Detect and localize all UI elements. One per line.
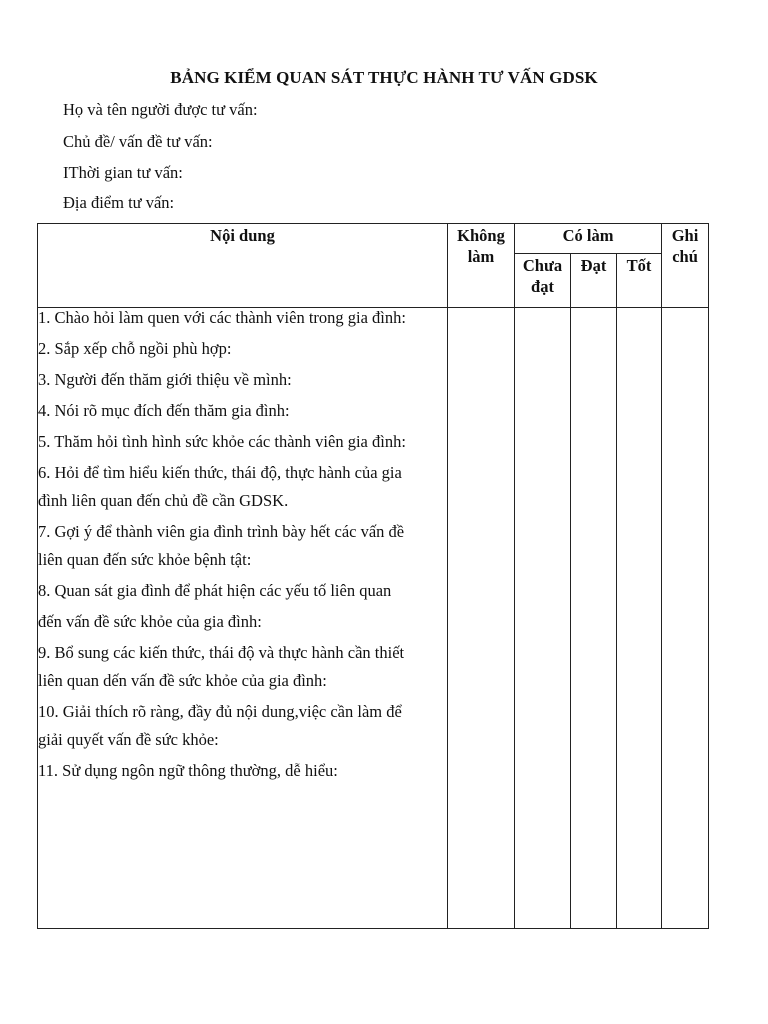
list-item: đến vấn đề sức khỏe của gia đình: [38, 612, 262, 631]
checklist-table [37, 223, 709, 929]
not-done-cell[interactable] [448, 308, 515, 929]
list-item: liên quan dến vấn đề sức khỏe của gia đình: [38, 671, 327, 690]
document-title: BẢNG KIỂM QUAN SÁT THỰC HÀNH TƯ VẤN GDSK [170, 68, 598, 87]
note-cell[interactable] [662, 308, 709, 929]
header-good: Tốt [617, 254, 662, 308]
list-item: 1. Chào hỏi làm quen với các thành viên trong gia đình: [38, 308, 406, 327]
header-not-done: Không làm [448, 224, 515, 308]
header-done: Có làm [515, 224, 662, 254]
list-item: đình liên quan đến chủ đề cần GDSK. [38, 491, 289, 510]
field-time: IThời gian tư vấn: [63, 163, 183, 182]
list-item: 4. Nói rõ mục đích đến thăm gia đình: [38, 401, 290, 420]
header-not-pass: Chưa đạt [515, 254, 571, 308]
good-cell[interactable] [617, 308, 662, 929]
field-location: Địa điểm tư vấn: [63, 193, 175, 212]
field-client-name: Họ và tên người được tư vấn: [63, 100, 258, 119]
list-item: 10. Giải thích rõ ràng, đầy đủ nội dung,việc cần làm để [38, 702, 402, 721]
list-item: liên quan đến sức khỏe bệnh tật: [38, 550, 252, 569]
field-topic: Chủ đề/ vấn đề tư vấn: [63, 132, 213, 151]
header-note: Ghi chú [662, 224, 709, 308]
list-item: 7. Gợi ý để thành viên gia đình trình bày hết các vấn đề [38, 522, 405, 541]
header-pass: Đạt [571, 254, 617, 308]
list-item: 11. Sử dụng ngôn ngữ thông thường, dễ hiểu: [38, 761, 338, 780]
not-pass-cell[interactable] [515, 308, 571, 929]
list-item: 2. Sắp xếp chỗ ngồi phù hợp: [38, 339, 232, 358]
header-content: Nội dung [38, 224, 448, 308]
list-item: giải quyết vấn đề sức khỏe: [38, 730, 219, 749]
list-item: 9. Bổ sung các kiến thức, thái độ và thực hành cần thiết [38, 643, 405, 662]
content-cell [38, 308, 448, 929]
list-item: 5. Thăm hỏi tình hình sức khỏe các thành viên gia đình: [38, 432, 406, 451]
list-item: 8. Quan sát gia đình để phát hiện các yếu tố liên quan [38, 581, 392, 600]
list-item: 6. Hỏi để tìm hiểu kiến thức, thái độ, thực hành của gia [38, 463, 402, 482]
list-item: 3. Người đến thăm giới thiệu về mình: [38, 370, 292, 389]
pass-cell[interactable] [571, 308, 617, 929]
